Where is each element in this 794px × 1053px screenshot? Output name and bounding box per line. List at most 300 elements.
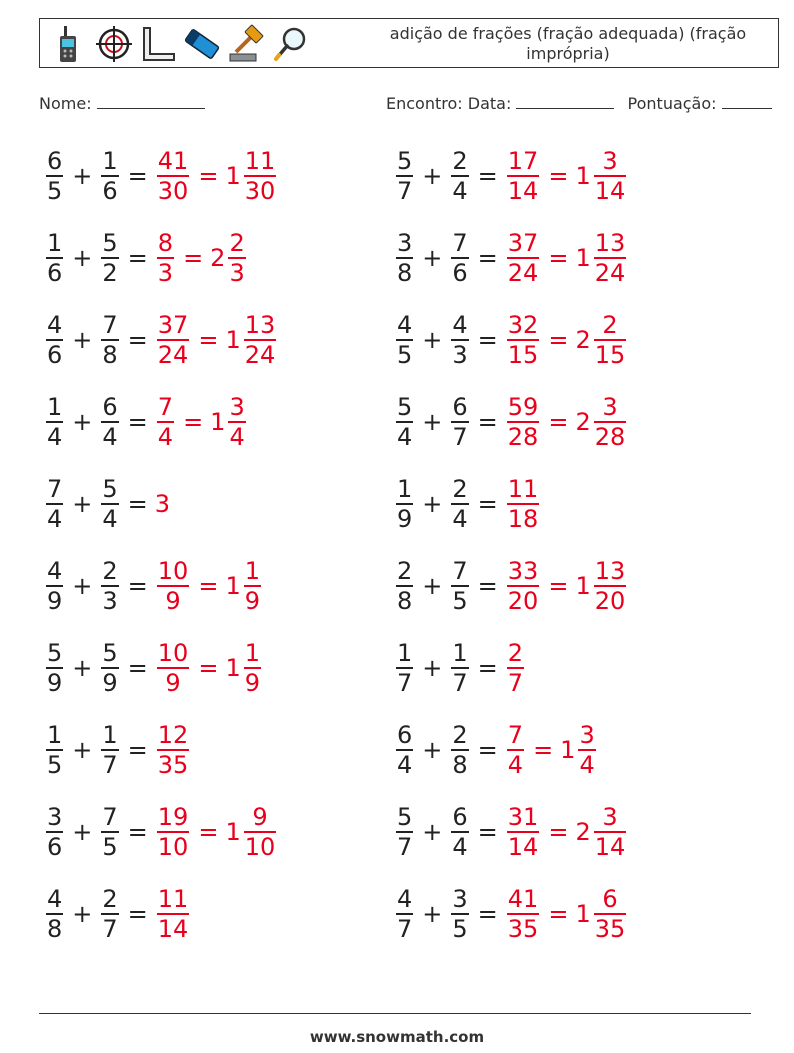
numerator: 37 <box>507 229 539 258</box>
numerator: 1 <box>397 639 413 668</box>
equals-sign: = <box>127 736 148 764</box>
addend-fraction <box>396 229 413 287</box>
denominator: 4 <box>397 422 413 451</box>
equals-sign: = <box>548 572 569 600</box>
equals-sign: = <box>548 818 569 846</box>
addend-fraction <box>396 639 413 697</box>
equals-sign: = <box>477 490 498 518</box>
mixed-number <box>575 803 628 861</box>
numerator: 3 <box>229 393 245 422</box>
addend-fraction <box>396 311 413 369</box>
problem <box>394 714 598 786</box>
numerator: 4 <box>397 311 413 340</box>
denominator: 3 <box>102 586 118 615</box>
walkie-talkie-icon <box>50 24 90 64</box>
answer-fraction <box>507 639 524 697</box>
denominator: 18 <box>507 504 539 533</box>
answer-fraction <box>507 229 540 287</box>
numerator: 32 <box>507 311 539 340</box>
numerator: 6 <box>397 721 413 750</box>
numerator: 17 <box>507 147 539 176</box>
denominator: 30 <box>244 176 276 205</box>
addend-fraction <box>396 557 413 615</box>
equals-sign: = <box>477 818 498 846</box>
answer-fraction <box>507 557 540 615</box>
denominator: 24 <box>157 340 189 369</box>
name-label: Nome: <box>39 94 92 113</box>
addend-fraction <box>396 475 413 533</box>
problem <box>44 550 263 622</box>
denominator: 10 <box>157 832 189 861</box>
answer-fraction <box>157 311 190 369</box>
numerator: 4 <box>397 885 413 914</box>
denominator: 7 <box>102 914 118 943</box>
equals-sign: = <box>548 162 569 190</box>
denominator: 24 <box>594 258 626 287</box>
denominator: 9 <box>244 668 260 697</box>
mixed-fraction <box>244 147 277 205</box>
numerator: 5 <box>102 475 118 504</box>
numerator: 8 <box>157 229 174 258</box>
problem <box>44 632 263 704</box>
equals-sign: = <box>548 326 569 354</box>
mixed-fraction <box>244 639 261 697</box>
score-blank[interactable] <box>722 95 772 109</box>
plus-sign: + <box>422 408 443 436</box>
answer-fraction <box>507 475 540 533</box>
numerator: 5 <box>397 393 413 422</box>
denominator: 3 <box>229 258 245 287</box>
denominator: 4 <box>579 750 595 779</box>
numerator: 1 <box>47 721 63 750</box>
denominator: 24 <box>244 340 276 369</box>
problem <box>394 304 628 376</box>
mixed-number <box>210 229 248 287</box>
denominator: 14 <box>507 176 539 205</box>
plus-sign: + <box>422 244 443 272</box>
mixed-fraction <box>594 147 627 205</box>
addend-fraction <box>46 393 63 451</box>
numerator: 11 <box>507 475 539 504</box>
denominator: 9 <box>47 668 63 697</box>
numerator: 2 <box>397 557 413 586</box>
numerator: 4 <box>47 311 63 340</box>
mixed-number <box>575 311 628 369</box>
numerator: 2 <box>102 885 118 914</box>
addend-fraction <box>101 393 118 451</box>
answer-fraction <box>157 721 190 779</box>
denominator: 10 <box>244 832 276 861</box>
mixed-number <box>560 721 598 779</box>
problem <box>44 714 191 786</box>
addend-fraction <box>101 721 118 779</box>
problem <box>44 468 170 540</box>
denominator: 7 <box>452 422 468 451</box>
denominator: 8 <box>397 586 413 615</box>
denominator: 8 <box>47 914 63 943</box>
header-icons <box>50 22 310 66</box>
equals-sign: = <box>477 572 498 600</box>
answer-fraction <box>157 393 174 451</box>
denominator: 15 <box>594 340 626 369</box>
equals-sign: = <box>183 408 204 436</box>
equals-sign: = <box>548 244 569 272</box>
numerator: 7 <box>157 393 174 422</box>
date-blank[interactable] <box>516 95 614 109</box>
denominator: 4 <box>452 504 468 533</box>
mixed-fraction <box>594 311 627 369</box>
footer-url: www.snowmath.com <box>309 1028 485 1046</box>
mixed-fraction <box>228 229 245 287</box>
problem <box>44 140 278 212</box>
addend-fraction <box>101 475 118 533</box>
problem <box>394 140 628 212</box>
mixed-number <box>225 803 278 861</box>
name-blank[interactable] <box>97 95 205 109</box>
plus-sign: + <box>422 736 443 764</box>
addend-fraction <box>396 393 413 451</box>
denominator: 4 <box>47 504 63 533</box>
equals-sign: = <box>477 162 498 190</box>
addend-fraction <box>101 885 118 943</box>
plus-sign: + <box>422 900 443 928</box>
mixed-whole: 1 <box>225 818 241 846</box>
answer-fraction <box>157 639 190 697</box>
equals-sign: = <box>198 326 219 354</box>
numerator: 7 <box>452 557 468 586</box>
addend-fraction <box>451 311 468 369</box>
equals-sign: = <box>127 408 148 436</box>
denominator: 7 <box>397 668 413 697</box>
denominator: 4 <box>102 504 118 533</box>
numerator: 5 <box>397 803 413 832</box>
mixed-fraction <box>594 885 627 943</box>
addend-fraction <box>46 721 63 779</box>
denominator: 9 <box>102 668 118 697</box>
numerator: 3 <box>602 147 618 176</box>
addend-fraction <box>451 721 468 779</box>
denominator: 20 <box>594 586 626 615</box>
hammer-icon <box>226 24 266 64</box>
equals-sign: = <box>127 818 148 846</box>
mixed-fraction <box>594 393 627 451</box>
mixed-whole: 1 <box>225 572 241 600</box>
mixed-whole: 2 <box>575 326 591 354</box>
mixed-number <box>575 885 628 943</box>
problem <box>394 386 628 458</box>
plus-sign: + <box>72 736 93 764</box>
answer-fraction <box>507 721 524 779</box>
denominator: 3 <box>452 340 468 369</box>
problem <box>44 878 191 950</box>
equals-sign: = <box>548 900 569 928</box>
denominator: 7 <box>452 668 468 697</box>
numerator: 2 <box>452 475 468 504</box>
plus-sign: + <box>72 408 93 436</box>
numerator: 1 <box>47 393 63 422</box>
plus-sign: + <box>422 572 443 600</box>
numerator: 2 <box>507 639 524 668</box>
equals-sign: = <box>477 900 498 928</box>
denominator: 4 <box>452 176 468 205</box>
denominator: 7 <box>102 750 118 779</box>
denominator: 7 <box>397 176 413 205</box>
addend-fraction <box>396 803 413 861</box>
mixed-fraction <box>244 311 277 369</box>
numerator: 59 <box>507 393 539 422</box>
mixed-number <box>225 311 278 369</box>
addend-fraction <box>101 557 118 615</box>
numerator: 33 <box>507 557 539 586</box>
problem <box>394 468 541 540</box>
mixed-number <box>210 393 248 451</box>
denominator: 5 <box>47 750 63 779</box>
mixed-whole: 1 <box>575 244 591 272</box>
numerator: 19 <box>157 803 189 832</box>
addend-fraction <box>46 803 63 861</box>
answer-fraction <box>157 147 190 205</box>
problem <box>394 550 628 622</box>
mixed-number <box>575 393 628 451</box>
answer-fraction <box>507 393 540 451</box>
answer-whole: 3 <box>154 490 171 518</box>
numerator: 6 <box>47 147 63 176</box>
addend-fraction <box>396 885 413 943</box>
numerator: 4 <box>452 311 468 340</box>
numerator: 4 <box>47 885 63 914</box>
denominator: 6 <box>47 832 63 861</box>
equals-sign: = <box>198 162 219 190</box>
mixed-number <box>575 147 628 205</box>
equals-sign: = <box>477 654 498 682</box>
addend-fraction <box>46 885 63 943</box>
denominator: 7 <box>397 914 413 943</box>
denominator: 4 <box>47 422 63 451</box>
numerator: 3 <box>47 803 63 832</box>
mixed-whole: 2 <box>575 408 591 436</box>
plus-sign: + <box>72 572 93 600</box>
denominator: 4 <box>452 832 468 861</box>
numerator: 2 <box>452 147 468 176</box>
numerator: 10 <box>157 557 189 586</box>
addend-fraction <box>451 475 468 533</box>
mixed-fraction <box>578 721 595 779</box>
numerator: 3 <box>602 803 618 832</box>
denominator: 14 <box>594 832 626 861</box>
mixed-whole: 1 <box>225 162 241 190</box>
problem <box>44 796 278 868</box>
mixed-fraction <box>244 803 277 861</box>
numerator: 5 <box>102 229 118 258</box>
numerator: 5 <box>397 147 413 176</box>
addend-fraction <box>451 557 468 615</box>
numerator: 1 <box>102 721 118 750</box>
denominator: 30 <box>157 176 189 205</box>
worksheet-title: adição de frações (fração adequada) (fração imprópria) <box>389 24 747 63</box>
numerator: 3 <box>602 393 618 422</box>
denominator: 5 <box>397 340 413 369</box>
numerator: 37 <box>157 311 189 340</box>
denominator: 6 <box>102 176 118 205</box>
numerator: 5 <box>102 639 118 668</box>
mixed-number <box>575 557 628 615</box>
denominator: 4 <box>157 422 174 451</box>
numerator: 10 <box>157 639 189 668</box>
plus-sign: + <box>422 326 443 354</box>
equals-sign: = <box>127 162 148 190</box>
numerator: 2 <box>452 721 468 750</box>
problem <box>394 796 628 868</box>
equals-sign: = <box>127 572 148 600</box>
numerator: 9 <box>252 803 268 832</box>
numerator: 6 <box>602 885 618 914</box>
denominator: 8 <box>102 340 118 369</box>
denominator: 35 <box>507 914 539 943</box>
addend-fraction <box>451 229 468 287</box>
numerator: 7 <box>507 721 524 750</box>
numerator: 3 <box>579 721 595 750</box>
answer-fraction <box>507 803 540 861</box>
denominator: 5 <box>47 176 63 205</box>
denominator: 7 <box>397 832 413 861</box>
addend-fraction <box>451 147 468 205</box>
plus-sign: + <box>422 818 443 846</box>
denominator: 6 <box>452 258 468 287</box>
numerator: 4 <box>47 557 63 586</box>
ruler-square-icon <box>138 24 178 64</box>
denominator: 28 <box>507 422 539 451</box>
mixed-number <box>575 229 628 287</box>
denominator: 9 <box>47 586 63 615</box>
equals-sign: = <box>198 818 219 846</box>
addend-fraction <box>101 229 118 287</box>
problem <box>44 304 278 376</box>
addend-fraction <box>46 557 63 615</box>
denominator: 4 <box>507 750 524 779</box>
footer-divider <box>39 1013 751 1014</box>
addend-fraction <box>101 147 118 205</box>
addend-fraction <box>101 311 118 369</box>
addend-fraction <box>451 639 468 697</box>
name-field <box>39 94 205 113</box>
mixed-fraction <box>594 803 627 861</box>
meeting-label: Encontro: Data: <box>386 94 512 113</box>
numerator: 2 <box>102 557 118 586</box>
equals-sign: = <box>477 244 498 272</box>
equals-sign: = <box>183 244 204 272</box>
denominator: 2 <box>102 258 118 287</box>
denominator: 9 <box>397 504 413 533</box>
denominator: 24 <box>507 258 539 287</box>
numerator: 1 <box>244 557 260 586</box>
mixed-whole: 2 <box>575 818 591 846</box>
plus-sign: + <box>72 490 93 518</box>
denominator: 5 <box>452 914 468 943</box>
numerator: 7 <box>47 475 63 504</box>
problem <box>394 222 628 294</box>
mixed-whole: 1 <box>560 736 576 764</box>
numerator: 6 <box>452 803 468 832</box>
equals-sign: = <box>198 654 219 682</box>
addend-fraction <box>451 885 468 943</box>
plus-sign: + <box>422 490 443 518</box>
equals-sign: = <box>548 408 569 436</box>
mixed-whole: 2 <box>210 244 226 272</box>
plus-sign: + <box>72 818 93 846</box>
denominator: 4 <box>397 750 413 779</box>
numerator: 3 <box>397 229 413 258</box>
mixed-fraction <box>594 557 627 615</box>
denominator: 35 <box>157 750 189 779</box>
numerator: 41 <box>157 147 189 176</box>
problem <box>394 632 526 704</box>
answer-fraction <box>507 147 540 205</box>
numerator: 3 <box>452 885 468 914</box>
answer-fraction <box>507 885 540 943</box>
answer-fraction <box>157 557 190 615</box>
numerator: 1 <box>47 229 63 258</box>
addend-fraction <box>46 229 63 287</box>
mixed-number <box>225 639 263 697</box>
addend-fraction <box>396 721 413 779</box>
mixed-whole: 1 <box>210 408 226 436</box>
addend-fraction <box>451 393 468 451</box>
denominator: 4 <box>229 422 245 451</box>
answer-fraction <box>157 229 174 287</box>
problem <box>44 222 248 294</box>
problem <box>44 386 248 458</box>
mixed-whole: 1 <box>225 326 241 354</box>
meeting-field <box>386 94 772 113</box>
eraser-icon <box>182 24 222 64</box>
mixed-whole: 1 <box>225 654 241 682</box>
numerator: 7 <box>102 311 118 340</box>
numerator: 11 <box>157 885 189 914</box>
numerator: 1 <box>452 639 468 668</box>
equals-sign: = <box>477 736 498 764</box>
answer-fraction <box>157 803 190 861</box>
denominator: 8 <box>452 750 468 779</box>
numerator: 13 <box>244 311 276 340</box>
numerator: 13 <box>594 557 626 586</box>
equals-sign: = <box>127 654 148 682</box>
addend-fraction <box>101 803 118 861</box>
denominator: 9 <box>165 586 181 615</box>
plus-sign: + <box>72 326 93 354</box>
crosshair-icon <box>94 24 134 64</box>
addend-fraction <box>396 147 413 205</box>
mixed-fraction <box>228 393 245 451</box>
denominator: 35 <box>594 914 626 943</box>
plus-sign: + <box>72 162 93 190</box>
denominator: 14 <box>594 176 626 205</box>
plus-sign: + <box>72 654 93 682</box>
numerator: 6 <box>452 393 468 422</box>
numerator: 41 <box>507 885 539 914</box>
equals-sign: = <box>477 326 498 354</box>
denominator: 15 <box>507 340 539 369</box>
numerator: 7 <box>102 803 118 832</box>
numerator: 7 <box>452 229 468 258</box>
denominator: 5 <box>102 832 118 861</box>
addend-fraction <box>46 311 63 369</box>
denominator: 6 <box>47 340 63 369</box>
mixed-fraction <box>244 557 261 615</box>
denominator: 14 <box>507 832 539 861</box>
magnifier-icon <box>270 24 310 64</box>
numerator: 1 <box>244 639 260 668</box>
mixed-fraction <box>594 229 627 287</box>
